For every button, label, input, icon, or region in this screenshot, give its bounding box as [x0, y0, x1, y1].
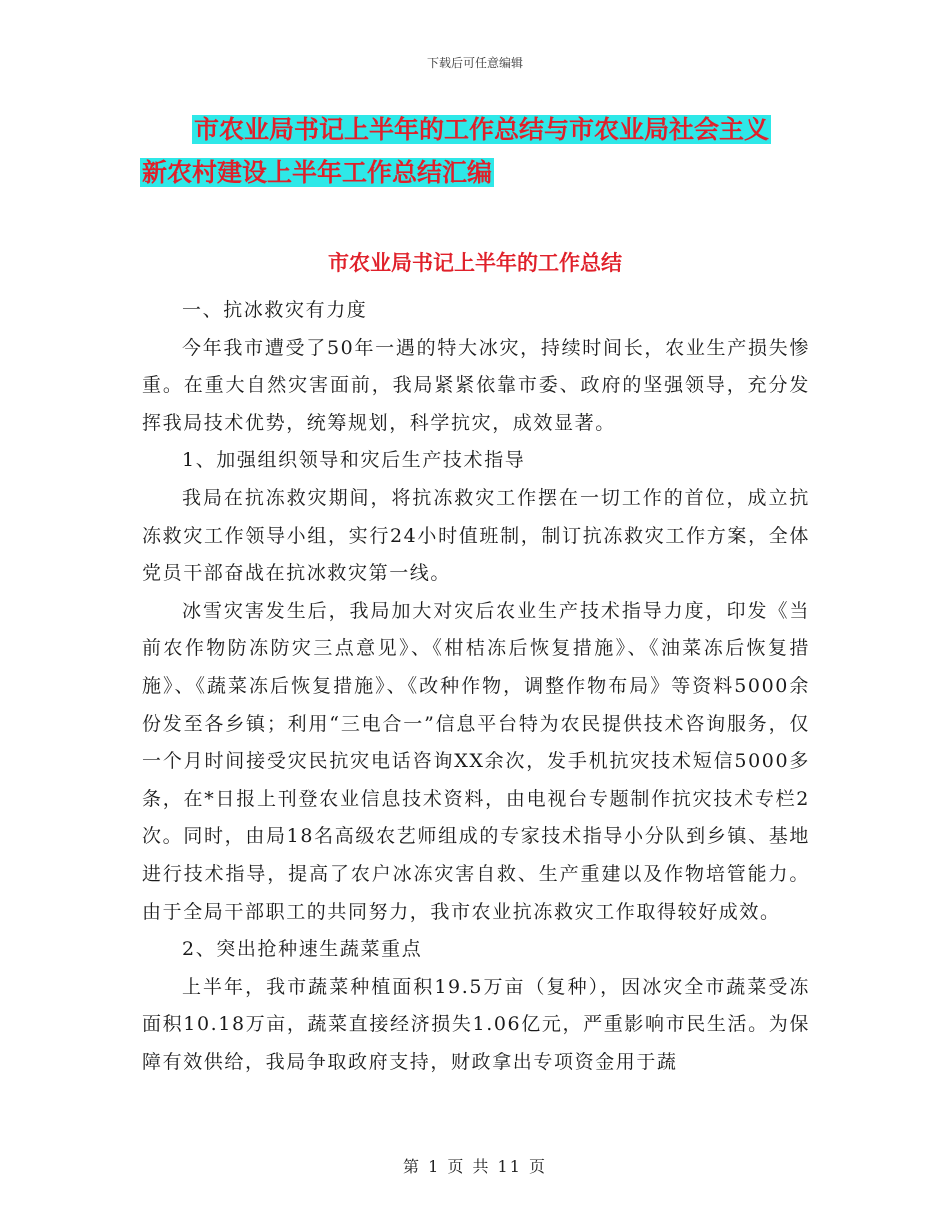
- document-title: [140, 108, 820, 194]
- title-line-1: 市农业局书记上半年的工作总结与市农业局社会主义: [194, 115, 770, 144]
- section-title: 市农业局书记上半年的工作总结: [328, 251, 622, 275]
- paragraph: 冰雪灾害发生后，我局加大对灾后农业生产技术指导力度，印发《当前农作物防冻防灾三点意见》、《柑桔冻后恢复措施》、《油菜冻后恢复措施》、《蔬菜冻后恢复措施》、《改种作物，调整作物布局》等资料5000余份发至各乡镇；利用“三电合一”信息平台特为农民提供技术咨询服务，仅一个月时间接受灾民抗灾电话咨询XX余次，发手机抗灾技术短信5000多条，在*日报上刊登农业信息技术资料，由电视台专题制作抗灾技术专栏2次。同时，由局18名高级农艺师组成的专家技术指导小分队到乡镇、基地进行技术指导，提高了农户冰冻灾害自救、生产重建以及作物培管能力。由于全局干部职工的共同努力，我市农业抗冻救灾工作取得较好成效。: [142, 599, 810, 923]
- paragraph: 今年我市遭受了50年一遇的特大冰灾，持续时间长，农业生产损失惨重。在重大自然灾害面前，我局紧紧依靠市委、政府的坚强领导，充分发挥我局技术优势，统筹规划，科学抗灾，成效显著。: [142, 336, 810, 434]
- header-note: 下载后可任意编辑: [426, 56, 523, 70]
- paragraph: 我局在抗冻救灾期间，将抗冻救灾工作摆在一切工作的首位，成立抗冻救灾工作领导小组，实行24小时值班制，制订抗冻救灾工作方案，全体党员干部奋战在抗冰救灾第一线。: [142, 486, 810, 585]
- title-line-2: 新农村建设上半年工作总结汇编: [142, 158, 493, 187]
- document-body: [142, 292, 810, 1081]
- subheading-organization: 1、加强组织领导和灾后生产技术指导: [182, 449, 526, 472]
- subheading-vegetables: 2、突出抢种速生蔬菜重点: [182, 938, 423, 961]
- paragraph: 上半年，我市蔬菜种植面积19.5万亩（复种），因冰灾全市蔬菜受冻面积10.18万亩，蔬菜直接经济损失1.06亿元，严重影响市民生活。为保障有效供给，我局争取政府支持，财政拿出专项资金用于蔬: [142, 975, 810, 1073]
- heading-anti-ice: 一、抗冰救灾有力度: [182, 299, 368, 321]
- page-number-footer: 第 1 页 共 11 页: [403, 1157, 547, 1176]
